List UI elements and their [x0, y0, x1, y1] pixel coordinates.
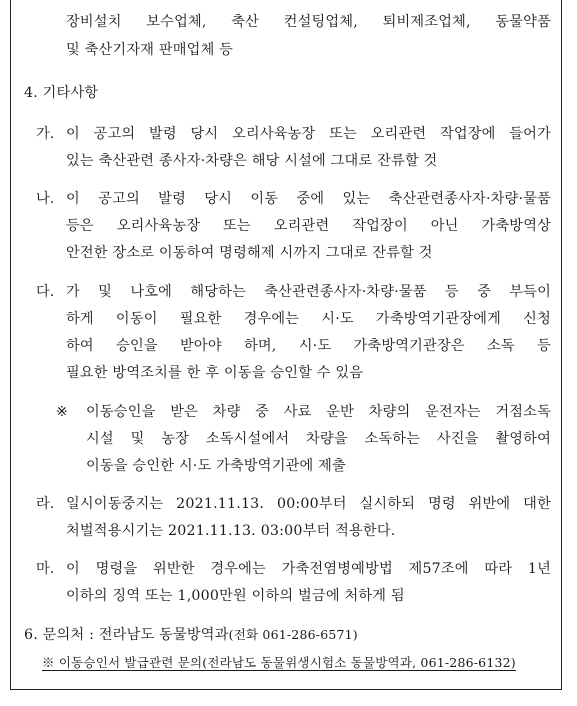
- item-ra-line-1: 일시이동중지는 2021.11.13. 00:00부터 실시하되 명령 위반에 대한: [66, 496, 551, 512]
- note-line-3: 이동을 승인한 시·도 가축방역기관에 제출: [86, 458, 346, 474]
- note-line-2: 시설 및 농장 소독시설에서 차량을 소독하는 사진을 촬영하여: [86, 431, 551, 447]
- item-da-marker: 다.: [36, 284, 55, 300]
- item-ma-line-1: 이 명령을 위반한 경우에는 가축전염병예방법 제57조에 따라 1년: [66, 561, 551, 577]
- item-da-line-1: 가 및 나호에 해당하는 축산관련종사자·차량·물품 등 중 부득이: [66, 284, 551, 300]
- item-ma-marker: 마.: [36, 561, 55, 577]
- section-4-heading: 4. 기타사항: [24, 85, 99, 101]
- item-ra-marker: 라.: [36, 496, 55, 512]
- intro-line-2: 및 축산기자재 판매업체 등: [66, 42, 234, 58]
- intro-line-1: 장비설치 보수업체, 축산 컨설팅업체, 퇴비제조업체, 동물약품: [66, 14, 551, 30]
- item-ma-line-2: 이하의 징역 또는 1,000만원 이하의 벌금에 처하게 됨: [66, 588, 405, 604]
- section-6-contact: 6. 문의처 : 전라남도 동물방역과: [24, 627, 229, 643]
- item-na-line-2: 등은 오리사육농장 또는 오리관련 작업장이 아닌 가축방역상: [66, 218, 551, 234]
- section-6-heading: [24, 625, 358, 645]
- section-6-note: ※ 이동승인서 발급관련 문의(전라남도 동물위생시험소 동물방역과, 061-286-6132): [42, 655, 516, 670]
- item-na-line-1: 이 공고의 발령 당시 이동 중에 있는 축산관련종사자·차량·물품: [66, 191, 551, 207]
- item-da-line-4: 필요한 방역조치를 한 후 이동을 승인할 수 있음: [66, 365, 364, 381]
- item-ga-line-2: 있는 축산관련 종사자·차량은 해당 시설에 그대로 잔류할 것: [66, 153, 438, 169]
- note-line-1: 이동승인을 받은 차량 중 사료 운반 차량의 운전자는 거점소독: [86, 404, 551, 420]
- item-ra-line-2: 처벌적용시기는 2021.11.13. 03:00부터 적용한다.: [66, 523, 396, 539]
- item-ga-line-1: 이 공고의 발령 당시 오리사육농장 또는 오리관련 작업장에 들어가: [66, 126, 551, 142]
- item-na-line-3: 안전한 장소로 이동하여 명령해제 시까지 그대로 잔류할 것: [66, 245, 433, 261]
- item-da-line-3: 하여 승인을 받아야 하며, 시·도 가축방역기관장은 소독 등: [66, 338, 551, 354]
- item-da-line-2: 하게 이동이 필요한 경우에는 시·도 가축방역기관장에게 신청: [66, 311, 551, 327]
- item-na-marker: 나.: [36, 191, 55, 207]
- note-marker: ※: [56, 404, 68, 420]
- item-ga-marker: 가.: [36, 126, 55, 142]
- section-6-phone: (전화 061-286-6571): [228, 627, 358, 642]
